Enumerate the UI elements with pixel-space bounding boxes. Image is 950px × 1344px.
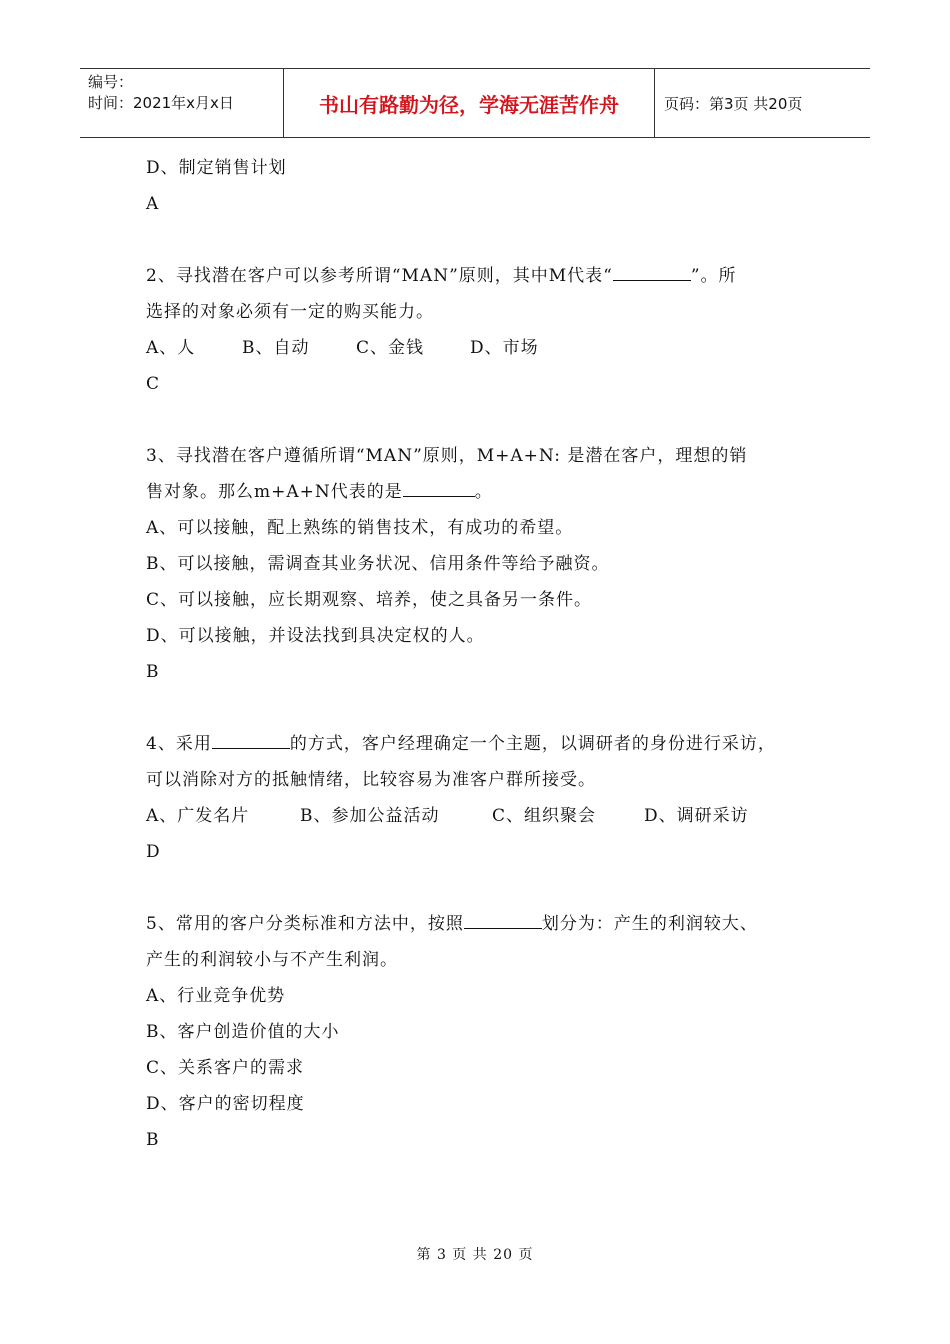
q4-stem-line2: 可以消除对方的抵触情绪，比较容易为准客户群所接受。	[146, 770, 596, 790]
q2-stem-part1: 2、寻找潜在客户可以参考所谓“MAN”原则，其中M代表“	[146, 266, 613, 286]
q1-option-d: D、制定销售计划	[146, 158, 287, 178]
q4-stem-line1	[146, 726, 846, 762]
q4-option-b: B、参加公益活动	[300, 806, 440, 826]
page-header	[80, 68, 870, 138]
q5-stem-part1: 5、常用的客户分类标准和方法中，按照	[146, 914, 464, 934]
q4-option-c: C、组织聚会	[492, 806, 597, 826]
header-motto: 书山有路勤为径，学海无涯苦作舟	[283, 69, 655, 137]
answer-blank	[464, 910, 542, 929]
q1-answer: A	[146, 194, 160, 214]
spacer	[146, 402, 846, 438]
spacer	[146, 222, 846, 258]
q3-stem-line2	[146, 474, 846, 510]
answer-blank	[403, 478, 475, 497]
number-label: 编号：	[88, 73, 134, 91]
q2-options	[146, 330, 846, 366]
q2-option-b: B、自动	[242, 338, 310, 358]
q4-option-d: D、调研采访	[644, 806, 749, 826]
q5-option-d: D、客户的密切程度	[146, 1094, 305, 1114]
document-body	[146, 150, 846, 1158]
q3-option-a: A、可以接触，配上熟练的销售技术，有成功的希望。	[146, 518, 574, 538]
answer-blank	[212, 730, 290, 749]
q4-options	[146, 798, 846, 834]
q3-stem-part1: 售对象。那么m+A+N代表的是	[146, 482, 403, 502]
q5-stem-line2: 产生的利润较小与不产生利润。	[146, 950, 398, 970]
q5-answer: B	[146, 1130, 160, 1150]
date-label: 时间：2021年x月x日	[88, 94, 234, 112]
header-page-info: 页码：第3页 共20页	[664, 94, 803, 113]
q5-option-a: A、行业竞争优势	[146, 986, 286, 1006]
q4-option-a: A、广发名片	[146, 806, 250, 826]
answer-blank	[613, 262, 691, 281]
q2-stem-line2: 选择的对象必须有一定的购买能力。	[146, 302, 434, 322]
q5-option-b: B、客户创造价值的大小	[146, 1022, 340, 1042]
q3-option-d: D、可以接触，并设法找到具决定权的人。	[146, 626, 485, 646]
q5-option-c: C、关系客户的需求	[146, 1058, 305, 1078]
q2-option-c: C、金钱	[356, 338, 425, 358]
spacer	[146, 870, 846, 906]
q2-stem-line1	[146, 258, 846, 294]
q4-stem-part2: 的方式，客户经理确定一个主题，以调研者的身份进行采访，	[289, 734, 776, 754]
q4-stem-part1: 4、采用	[146, 734, 212, 754]
q2-answer: C	[146, 374, 161, 394]
spacer	[146, 690, 846, 726]
q2-option-a: A、人	[146, 338, 196, 358]
q2-option-d: D、市场	[470, 338, 539, 358]
q2-stem-part2: ”。所	[690, 266, 737, 286]
q5-stem-part2: 划分为：产生的利润较大、	[541, 914, 758, 934]
q3-stem-part2: 。	[474, 482, 493, 502]
header-left	[80, 69, 283, 137]
q5-stem-line1	[146, 906, 846, 942]
q3-answer: B	[146, 662, 160, 682]
q3-option-b: B、可以接触，需调查其业务状况、信用条件等给予融资。	[146, 554, 610, 574]
q3-stem-line1: 3、寻找潜在客户遵循所谓“MAN”原则，M+A+N: 是潜在客户，理想的销	[146, 446, 748, 466]
q3-option-c: C、可以接触，应长期观察、培养，使之具备另一条件。	[146, 590, 593, 610]
q4-answer: D	[146, 842, 161, 862]
page-footer: 第 3 页 共 20 页	[416, 1247, 534, 1263]
